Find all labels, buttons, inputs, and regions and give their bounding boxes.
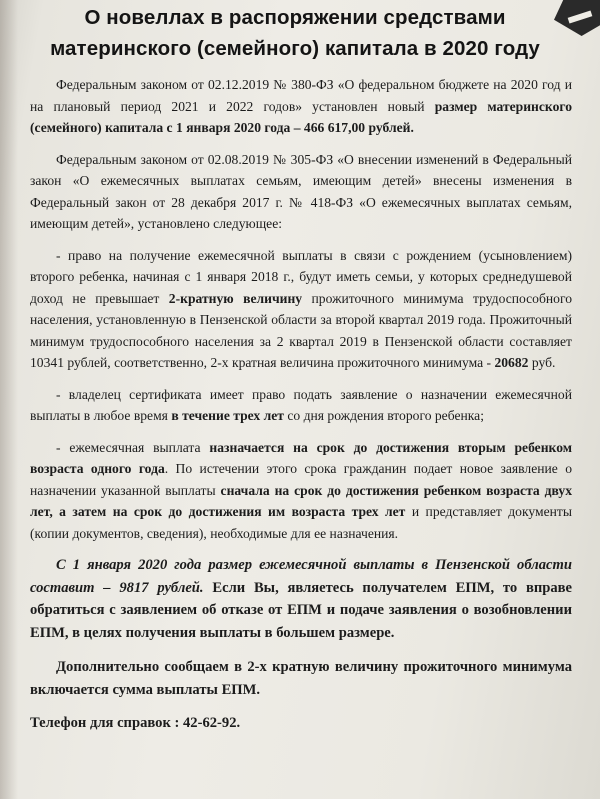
paragraph-capital-amount — [30, 74, 572, 139]
text-segment: Если Вы, являетесь получателем ЕПМ, то вправе обратиться с заявлением об отказе от ЕПМ и подаче заявления о возобновлении ЕПМ, в целях получения выплаты в большем размере. — [30, 579, 573, 641]
paragraph-law-changes — [30, 149, 572, 235]
text-segment: . — [410, 120, 414, 135]
list-item-application-period — [30, 384, 572, 427]
text-segment: со дня рождения второго ребенка; — [283, 408, 484, 423]
text-segment: Федеральным законом от 02.08.2019 № 305-ФЗ «О внесении изменений в Федеральный закон «О ежемесячных выплатах семьям, имеющим детей» внесены изменения в Федеральный закон от 28 декабря 2017 г. № 418-ФЗ «О ежемесячных выплатах семьям, имеющим детей», установлено следующее: — [30, 151, 572, 231]
text-segment: - владелец сертификата имеет право подать заявление о назначении ежемесячной выплаты в любое время — [30, 386, 572, 423]
text-segment: и представляет документы (копии документов, сведения), необходимые для ее назначения. — [30, 504, 572, 541]
paragraph-additional-info — [30, 656, 572, 701]
page-shadow — [0, 0, 18, 799]
text-segment: руб. — [528, 355, 556, 370]
bold-segment: размер материнского (семейного) капитала с 1 января 2020 года – 466 617,00 рублей — [30, 98, 572, 135]
text-segment: прожиточного минимума трудоспособного населения, установленную в Пензенской области за второй квартал 2019 года. Прожиточный минимум трудоспособного населения за 2 квартал 2019 в Пензенской области составляет 10341 рублей, соответственно, 2-х кратная величина прожиточного минимума - — [30, 290, 572, 370]
bold-segment: 2-кратную величину — [168, 290, 303, 306]
phone-contact: Телефон для справок : 42-62-92. — [30, 715, 241, 731]
text-segment: - ежемесячная выплата — [56, 439, 210, 455]
bold-segment: в течение трех лет — [171, 408, 284, 423]
italic-segment: С 1 января 2020 года размер ежемесячной выплаты в Пензенской области составит – 9817 рублей. — [30, 557, 572, 596]
bold-segment: 20682 — [494, 355, 529, 370]
paragraph-payment-amount — [30, 554, 572, 644]
document-title: О новеллах в распоряжении средствами материнского (семейного) капитала в 2020 году — [50, 6, 540, 60]
list-item-payment-term — [30, 437, 572, 545]
list-item-income-criterion — [30, 245, 572, 374]
text-segment: - право на получение ежемесячной выплаты в связи с рождением (усыновлением) второго ребенка, начиная с 1 января 2018 г., будут иметь семьи, у которых среднедушевой доход не превышает — [30, 247, 572, 306]
text-segment: Федеральным законом от 02.12.2019 № 380-ФЗ «О федеральном бюджете на 2020 год и на плановый период 2021 и 2022 годов» установлен новый — [30, 77, 572, 114]
text-segment: Дополнительно сообщаем в 2-х кратную величину прожиточного минимума включается сумма выплаты ЕПМ. — [30, 659, 572, 698]
bold-segment: сначала на срок до достижения ребенком возраста двух лет, а затем на срок до достижения им возраста трех лет — [30, 482, 572, 519]
text-segment: . По истечении этого срока гражданин подает новое заявление о назначении указанной выплаты — [30, 461, 572, 498]
bold-segment: назначается на срок до достижения вторым ребенком возраста одного года — [30, 439, 573, 476]
